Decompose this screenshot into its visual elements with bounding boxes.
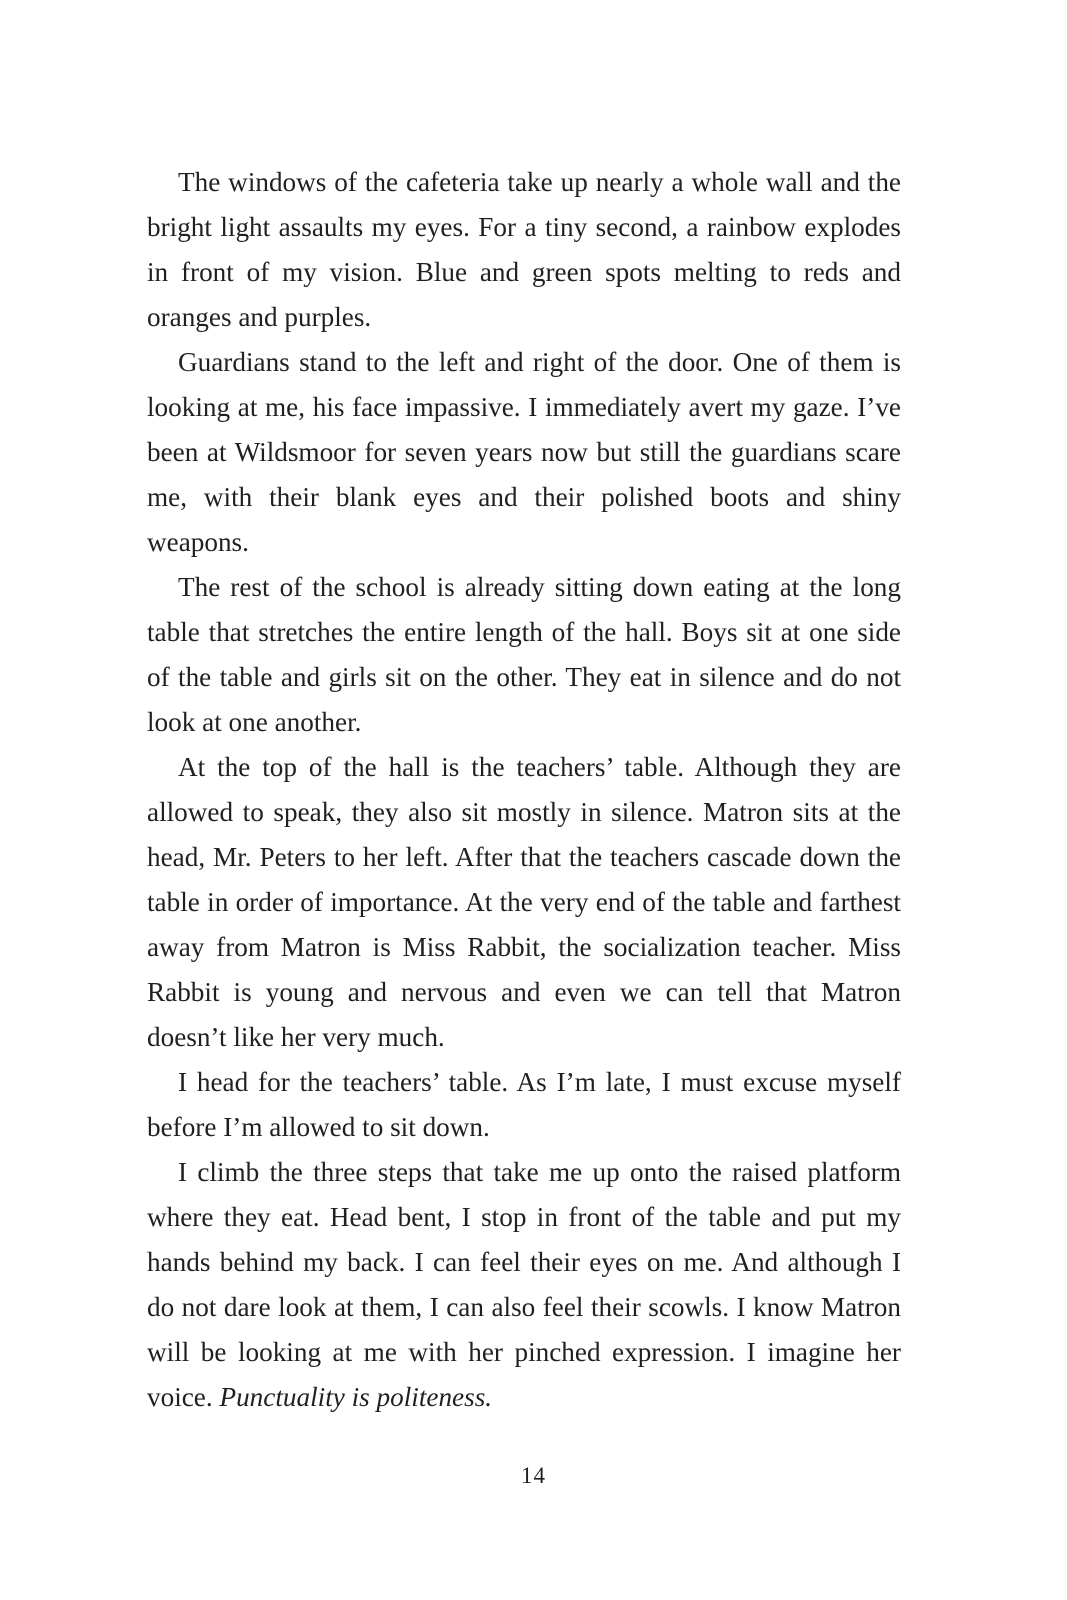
paragraph (147, 1150, 901, 1420)
paragraph: The windows of the cafeteria take up nearly a whole wall and the bright light assaults my eyes. For a tiny second, a rainbow explodes in front of my vision. Blue and green spots melting to reds and oranges and purples. (147, 167, 901, 332)
page-number: 14 (521, 1463, 546, 1488)
italic-phrase: Punctuality is politeness. (219, 1382, 493, 1412)
paragraph: Guardians stand to the left and right of the door. One of them is looking at me, his face impassive. I immediately avert my gaze. I’ve been at Wildsmoor for seven years now but still the guardians scare me, with their blank eyes and their polished boots and shiny weapons. (147, 347, 901, 557)
paragraph: At the top of the hall is the teachers’ table. Although they are allowed to speak, they also sit mostly in silence. Matron sits at the head, Mr. Peters to her left. After that the teachers cascade down the table in order of importance. At the very end of the table and farthest away from Matron is Miss Rabbit, the socialization teacher. Miss Rabbit is young and nervous and even we can tell that Matron doesn’t like her very much. (147, 752, 901, 1052)
body-text (147, 160, 901, 1420)
paragraph: I head for the teachers’ table. As I’m late, I must excuse myself before I’m allowed to sit down. (147, 1067, 901, 1142)
paragraph-text: I climb the three steps that take me up onto the raised platform where they eat. Head bent, I stop in front of the table and put my hands behind my back. I can feel their eyes on me. And although I do not dare look at them, I can also feel their scowls. I know Matron will be looking at me with her pinched expression. I imagine her voice. (147, 1157, 901, 1412)
paragraph: The rest of the school is already sitting down eating at the long table that stretches the entire length of the hall. Boys sit at one side of the table and girls sit on the other. They eat in silence and do not look at one another. (147, 572, 901, 737)
